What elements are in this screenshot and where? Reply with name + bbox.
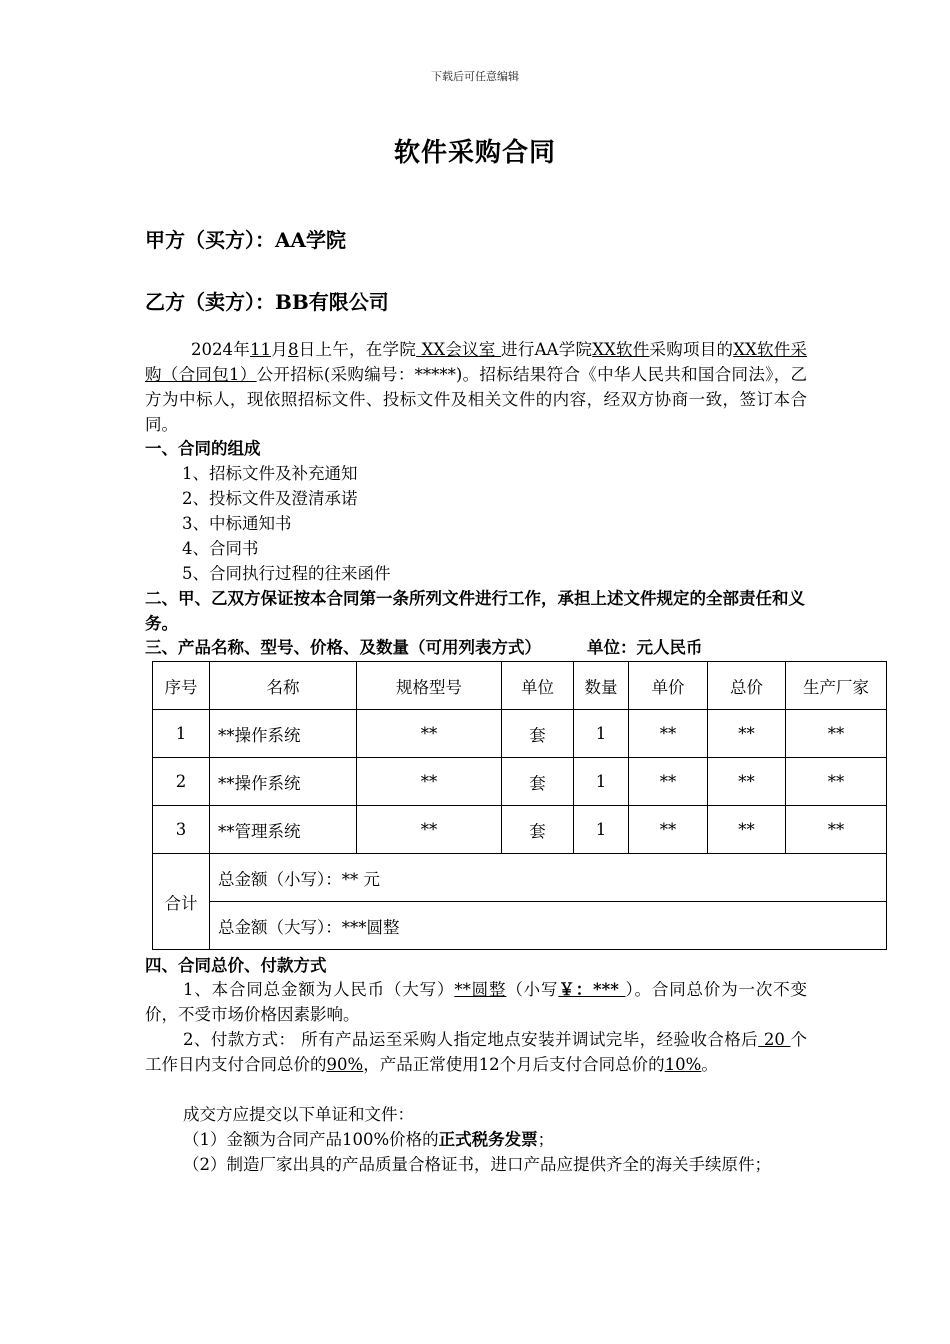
intro-software: XX软件	[592, 340, 650, 359]
table-cell: **	[629, 806, 708, 854]
table-cell: 1	[574, 806, 629, 854]
table-cell: **	[629, 710, 708, 758]
table-cell: 1	[153, 710, 210, 758]
list-item: 1、招标文件及补充通知	[182, 464, 358, 483]
intro-month: 11	[250, 340, 272, 359]
section-2-title: 二、甲、乙双方保证按本合同第一条所列文件进行工作，承担上述文件规定的全部责任和义务。	[145, 589, 805, 633]
table-cell: **	[786, 806, 887, 854]
table-header-row	[153, 662, 887, 710]
table-cell: **	[357, 758, 502, 806]
table-cell: **操作系统	[210, 710, 357, 758]
product-table	[152, 661, 887, 950]
amount-uppercase: **圆整	[454, 980, 507, 999]
table-row	[153, 710, 887, 758]
intro-text: 月	[271, 340, 289, 359]
total-small: 总金额（小写）：** 元	[210, 854, 887, 902]
intro-package: XX软件采购（合同包1）	[145, 340, 808, 384]
list-item: 4、合同书	[182, 539, 259, 558]
para-text: 2、付款方式： 所有产品运至采购人指定地点安装并调试完毕，经验收合格后	[183, 1030, 759, 1049]
party-b: 乙方（卖方）：BB有限公司	[145, 290, 389, 314]
section-4-paragraph-1	[145, 977, 807, 1027]
intro-room: XX会议室	[416, 340, 502, 359]
payment-percent-2: 10%	[664, 1055, 702, 1074]
table-row	[153, 806, 887, 854]
column-header: 总价	[708, 662, 786, 710]
column-header: 名称	[210, 662, 357, 710]
table-cell: 1	[574, 710, 629, 758]
column-header: 规格型号	[357, 662, 502, 710]
intro-day: 8	[288, 340, 299, 359]
para-text: 1、本合同总金额为人民币（大写）	[183, 980, 455, 999]
section-4-paragraph-4	[183, 1127, 803, 1152]
para-text: （小写	[506, 980, 559, 999]
table-row	[153, 758, 887, 806]
contract-title: 软件采购合同	[393, 138, 556, 168]
table-cell: **	[708, 710, 786, 758]
list-item: 2、投标文件及澄清承诺	[182, 489, 358, 508]
table-cell: 套	[502, 806, 574, 854]
column-header: 单位	[502, 662, 574, 710]
table-cell: **	[786, 758, 887, 806]
column-header: 单价	[629, 662, 708, 710]
table-cell: 1	[574, 758, 629, 806]
table-cell: **	[357, 806, 502, 854]
header-note: 下载后可任意编辑	[431, 70, 519, 83]
para-text: ；	[537, 1130, 555, 1149]
table-cell: **	[357, 710, 502, 758]
para-text: ）。合同总价为一次不变价，不受市场价格因素影响。	[145, 980, 808, 1024]
section-1-title: 一、合同的组成	[145, 439, 261, 458]
section-4-paragraph-5: （2）制造厂家出具的产品质量合格证书，进口产品应提供齐全的海关手续原件；	[183, 1155, 771, 1174]
column-header: 序号	[153, 662, 210, 710]
table-cell: 3	[153, 806, 210, 854]
intro-text: 2024年	[191, 340, 251, 359]
table-cell: **操作系统	[210, 758, 357, 806]
table-cell: **	[708, 806, 786, 854]
tax-invoice: 正式税务发票	[438, 1130, 538, 1149]
list-item: 5、合同执行过程的往来函件	[182, 564, 391, 583]
section-3-heading: 三、产品名称、型号、价格、及数量（可用列表方式）	[145, 638, 541, 657]
section-4-paragraph-2	[145, 1027, 807, 1077]
payment-days: 20	[758, 1030, 791, 1049]
table-cell: **管理系统	[210, 806, 357, 854]
column-header: 生产厂家	[786, 662, 887, 710]
section-4-title: 四、合同总价、付款方式	[145, 956, 327, 975]
table-cell: 套	[502, 710, 574, 758]
total-label: 合计	[153, 854, 210, 950]
amount-lowercase: ￥：***	[558, 980, 626, 999]
intro-text: 日上午，在学院	[298, 340, 417, 359]
section-4-paragraph-3: 成交方应提交以下单证和文件：	[183, 1105, 414, 1124]
intro-paragraph	[145, 337, 807, 437]
total-row	[153, 854, 887, 902]
list-item: 3、中标通知书	[182, 514, 292, 533]
intro-text: 进行AA学院	[501, 340, 593, 359]
para-text: ，产品正常使用12个月后支付合同总价的	[363, 1055, 665, 1074]
table-cell: 2	[153, 758, 210, 806]
total-large: 总金额（大写）：***圆整	[210, 902, 887, 950]
party-a: 甲方（买方）：AA学院	[145, 228, 347, 252]
table-cell: **	[629, 758, 708, 806]
table-cell: 套	[502, 758, 574, 806]
currency-unit: 单位：元人民币	[587, 638, 703, 657]
total-row	[153, 902, 887, 950]
column-header: 数量	[574, 662, 629, 710]
intro-text: 采购项目的	[649, 340, 734, 359]
table-cell: **	[708, 758, 786, 806]
section-1-list	[182, 461, 391, 586]
section-3-title	[145, 635, 825, 660]
intro-text: 公开招标(采购编号：*****)。招标结果符合《中华人民共和国合同法》，乙方为中标人，现依照招标文件、投标文件及相关文件的内容，经双方协商一致，签订本合同。	[145, 365, 807, 434]
para-text: 个工作日内支付合同总价的	[145, 1030, 807, 1074]
table-cell: **	[786, 710, 887, 758]
para-text: （1）金额为合同产品100%价格的	[183, 1130, 439, 1149]
payment-percent-1: 90%	[326, 1055, 364, 1074]
para-text: 。	[701, 1055, 718, 1074]
